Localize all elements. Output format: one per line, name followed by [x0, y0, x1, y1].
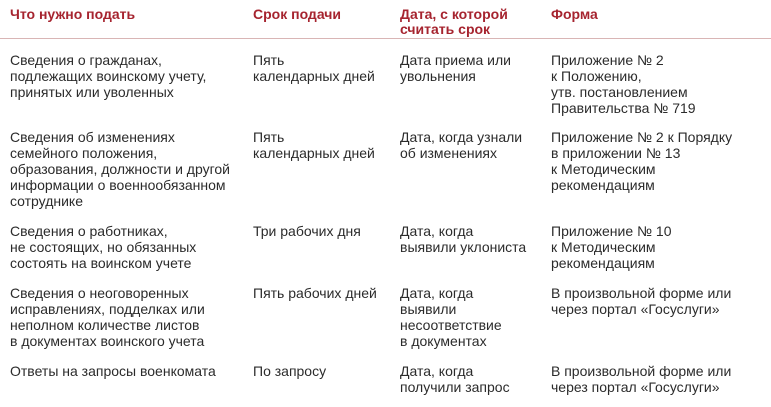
cell-form: В произвольной форме или через портал «Госуслуги» — [551, 363, 732, 395]
header-form: Форма — [551, 6, 598, 22]
cell-start: Дата приема или увольнения — [400, 52, 511, 84]
cell-what: Сведения о работниках, не состоящих, но обязанных состоять на воинском учете — [10, 223, 197, 271]
cell-what: Сведения об изменениях семейного положения, образования, должности и другой информации о военнообязанном сотруднике — [10, 129, 230, 209]
cell-term: По запросу — [253, 363, 327, 379]
header-term: Срок подачи — [253, 6, 341, 22]
cell-start: Дата, когда выявили уклониста — [400, 223, 527, 255]
cell-term: Пять календарных дней — [253, 129, 375, 161]
cell-term: Пять рабочих дней — [253, 285, 377, 301]
cell-what: Сведения о гражданах, подлежащих воинскому учету, принятых или уволенных — [10, 52, 207, 100]
table-header — [0, 0, 771, 39]
cell-what: Ответы на запросы военкомата — [10, 363, 216, 379]
cell-form: Приложение № 2 к Порядку в приложении № 13 к Методическим рекомендациям — [551, 129, 733, 193]
cell-form: Приложение № 2 к Положению, утв. постановлением Правительства № 719 — [551, 52, 696, 116]
cell-start: Дата, когда выявили несоответствие в документах — [400, 285, 502, 349]
cell-term: Пять календарных дней — [253, 52, 375, 84]
cell-start: Дата, когда получили запрос — [400, 363, 510, 395]
cell-what: Сведения о неоговоренных исправлениях, подделках или неполном количестве листов в документах воинского учета — [10, 285, 205, 349]
cell-form: Приложение № 10 к Методическим рекомендациям — [551, 223, 672, 271]
cell-term: Три рабочих дня — [253, 223, 361, 239]
header-start-date: Дата, с которой считать срок — [400, 6, 508, 37]
cell-form: В произвольной форме или через портал «Госуслуги» — [551, 285, 732, 317]
header-what: Что нужно подать — [10, 6, 136, 22]
cell-start: Дата, когда узнали об изменениях — [400, 129, 523, 161]
